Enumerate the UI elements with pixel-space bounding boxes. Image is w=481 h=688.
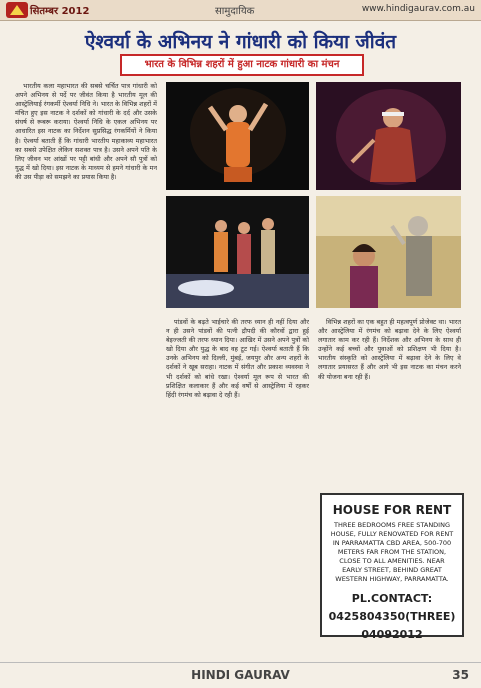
- column-1-text: भारतीय कला महाभारत की सबसे चर्चित पात्र गांधारी को अपने अभिनय से पर्दे पर जीवंत किया है भारतीय मूल की आस्ट्रेलियाई रंगकर्मी ऐश्वर्या निधि ने। भारत के विभिन्न शहरों में मंचित हुए इस नाटक ने दर्शकों को गांधारी के दर्द और उसके संघर्ष से रूबरू कराया। ऐश्वर्या निधि के एकल अभिनय पर आधारित इस नाटक का निर्देशन सुप्रसिद्ध रंगकर्मियों ने किया है। ऐश्वर्या बताती हैं कि गांधारी भारतीय महाकाव्य महाभारत का सबसे उपेक्षित लेकिन सशक्त पात्र है। उसने अपने पति के लिए जीवन भर आंखों पर पट्टी बांधी और अपने सौ पुत्रों को युद्ध में खो दिया। इस नाटक के माध्यम से हमने गांधारी के मन की उस पीड़ा को समझने का प्रयास किया है।: [15, 82, 157, 181]
- magazine-logo: [6, 2, 28, 18]
- page-footer: [0, 662, 481, 688]
- photo-stage-group: [166, 196, 309, 308]
- publication-name: HINDI GAURAV: [191, 668, 290, 682]
- column-3-text: विभिन्न शहरों का एक बहुत ही महत्वपूर्ण प्रोजेक्ट था। भारत और आस्ट्रेलिया में रंगमंच को बढ़ावा देने के लिए ऐश्वर्या लगातार काम कर रही हैं। निर्देशक और अभिनय के साथ ही उन्होंने कई बच्चों और युवाओं को प्रशिक्षण भी दिया है। भारतीय संस्कृति को आस्ट्रेलिया में बढ़ावा देने के लिए वे लगातार प्रयासरत हैं और आगे भी इस नाटक का मंचन करने की योजना बना रही हैं।: [318, 318, 461, 381]
- article-title: ऐश्वर्या के अभिनय ने गांधारी को किया जीवंत: [84, 31, 397, 53]
- article-column-1: [15, 82, 157, 657]
- ad-body: THREE BEDROOMS FREE STANDING HOUSE, FULLY RENOVATED FOR RENT IN PARRAMATTA CBD AREA, 500-700 METERS FAR FROM THE STATION, CLOSE TO ALL AMENITIES. NEAR EARLY STREET, BEHIND GREAT WESTERN HIGHWAY, PARRAMATTA.: [330, 521, 454, 583]
- photo-stage-performer: [166, 82, 309, 190]
- article-column-3: [318, 318, 461, 486]
- photo-actress-gandhari: [316, 82, 461, 190]
- page-number: 35: [452, 668, 469, 682]
- article-column-2: [166, 318, 309, 656]
- ad-phone-2: 04092012: [361, 628, 423, 641]
- rent-advertisement: [320, 493, 464, 641]
- column-2-text: पांडवों के बढ़ते भाईचारे की तरफ ध्यान ही नहीं दिया और न ही उसने पांडवों की पत्नी द्रौपदी की कौरवों द्वारा हुई बेइज्जती की तरफ ध्यान दिया। आखिर में उसने अपने पुत्रों को खो दिया और युद्ध के बाद वह टूट गई। ऐश्वर्या बताती हैं कि उनके अभिनय को दिल्ली, मुंबई, जयपुर और अन्य शहरों के दर्शकों ने खूब सराहा। नाटक में संगीत और प्रकाश व्यवस्था ने भी दर्शकों को बांधे रखा। ऐश्वर्या मूल रूप से भारत की प्रशिक्षित कलाकार हैं और कई वर्षों से आस्ट्रेलिया में रहकर हिंदी रंगमंच को बढ़ावा दे रही हैं।: [166, 318, 309, 399]
- issue-month: सितम्बर 2012: [30, 6, 90, 17]
- ad-heading: HOUSE FOR RENT: [332, 503, 452, 517]
- ad-phone-1: 0425804350(THREE): [328, 610, 456, 623]
- photo-actress-with-costume: [316, 196, 461, 308]
- page-header: [0, 0, 481, 21]
- website-url: www.hindigaurav.com.au: [361, 4, 475, 14]
- section-name: सामुदायिक: [215, 6, 255, 17]
- ad-contact-label: PL.CONTACT:: [351, 592, 433, 605]
- article-subtitle: भारत के विभिन्न शहरों में हुआ नाटक गांधारी का मंचन: [120, 54, 364, 76]
